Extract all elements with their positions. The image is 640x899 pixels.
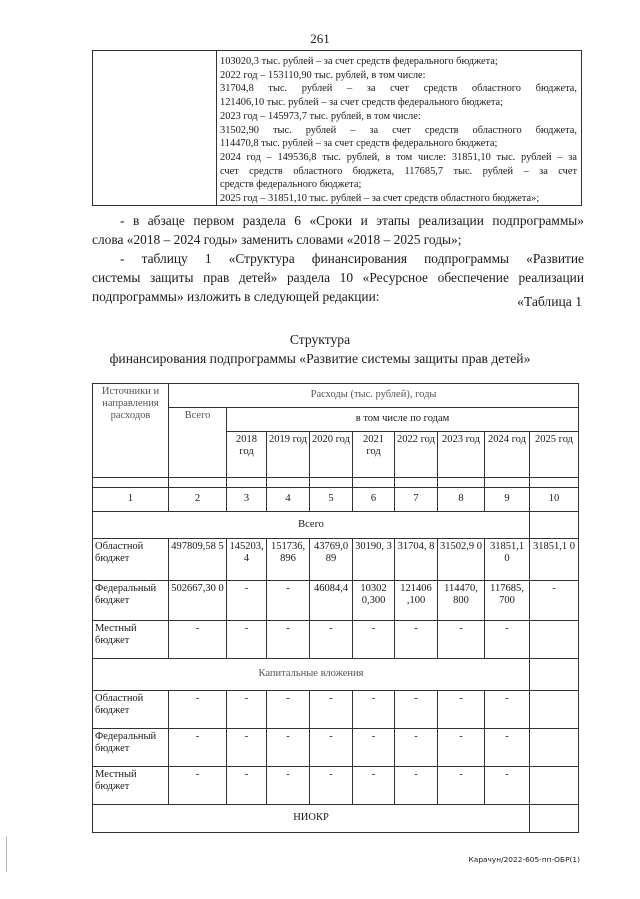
cell-value: - — [310, 729, 353, 767]
year-header: 2024 год — [485, 432, 530, 478]
section-row — [93, 805, 579, 833]
cell-value: - — [267, 729, 310, 767]
cell-value: 10302 0,300 — [353, 581, 395, 621]
scan-mark — [6, 836, 7, 872]
cell-value: - — [353, 691, 395, 729]
year-header: 2022 год — [395, 432, 438, 478]
column-number-row — [93, 488, 579, 512]
cell-value: - — [353, 621, 395, 659]
cell-value: 31851,1 0 — [530, 539, 579, 581]
data-row — [93, 767, 579, 805]
section-total-title: Всего — [93, 512, 530, 539]
spacer-cell — [169, 478, 227, 488]
column-number: 3 — [227, 488, 267, 512]
cell-value: - — [227, 729, 267, 767]
cell-value: 46084,4 — [310, 581, 353, 621]
continuation-table — [92, 50, 582, 206]
funding-line: счет средств областного бюджета, 117685,7 тыс. рублей – за счет — [220, 165, 577, 177]
cell-value: 145203, 4 — [227, 539, 267, 581]
empty-cell — [530, 659, 579, 691]
paragraph-line: системы защиты прав детей» раздела 10 «Ресурсное обеспечение реализации — [92, 270, 584, 285]
column-number: 5 — [310, 488, 353, 512]
empty-cell — [530, 805, 579, 833]
total-header: Всего — [169, 408, 227, 478]
cell-value: - — [395, 691, 438, 729]
data-row — [93, 581, 579, 621]
cell-value: - — [310, 691, 353, 729]
section-row — [93, 659, 579, 691]
cell-value: - — [227, 691, 267, 729]
cell-value: - — [395, 729, 438, 767]
funding-line: 31704,8 тыс. рублей – за счет средств областного бюджета, — [220, 83, 577, 95]
year-header: 2020 год — [310, 432, 353, 478]
funding-line: 2025 год – 31851,10 тыс. рублей – за счет средств областного бюджета»; — [220, 193, 540, 205]
funding-line: 114470,8 тыс. рублей – за счет средств федерального бюджета; — [220, 138, 498, 150]
spacer-cell — [395, 478, 438, 488]
year-header: 2019 год — [267, 432, 310, 478]
data-row — [93, 539, 579, 581]
column-number: 9 — [485, 488, 530, 512]
row-label: Областной бюджет — [93, 539, 169, 581]
table-divider — [216, 51, 217, 205]
spacer-row — [93, 478, 579, 488]
cell-value: - — [353, 729, 395, 767]
row-label: Местный бюджет — [93, 621, 169, 659]
structure-title — [0, 331, 640, 368]
cell-value: 31851,1 0 — [485, 539, 530, 581]
data-row — [93, 621, 579, 659]
cell-value: - — [169, 767, 227, 805]
header-row — [93, 384, 579, 408]
row-label: Областной бюджет — [93, 691, 169, 729]
sources-header: Источники и направления расходов — [93, 384, 169, 478]
cell-value — [530, 767, 579, 805]
cell-value: - — [395, 767, 438, 805]
column-number: 1 — [93, 488, 169, 512]
paragraph-1 — [120, 212, 584, 231]
funding-line: 2022 год – 153110,90 тыс. рублей, в том числе: — [220, 69, 426, 81]
column-number: 6 — [353, 488, 395, 512]
funding-line: 2023 год – 145973,7 тыс. рублей, в том числе: — [220, 110, 421, 122]
spacer-cell — [485, 478, 530, 488]
column-number: 10 — [530, 488, 579, 512]
cell-value: - — [267, 691, 310, 729]
cell-value: 114470, 800 — [438, 581, 485, 621]
cell-value: - — [169, 729, 227, 767]
spacer-cell — [438, 478, 485, 488]
cell-value: 43769,0 89 — [310, 539, 353, 581]
funding-line: средств федерального бюджета; — [220, 179, 362, 191]
cell-value: - — [438, 729, 485, 767]
paragraph-1-cont — [92, 231, 584, 250]
title-line: финансирования подпрограммы «Развитие системы защиты прав детей» — [109, 350, 531, 366]
cell-value: - — [485, 729, 530, 767]
column-number: 2 — [169, 488, 227, 512]
funding-lines — [220, 55, 577, 206]
cell-value: - — [438, 767, 485, 805]
cell-value: - — [267, 621, 310, 659]
cell-value — [530, 691, 579, 729]
year-header: 2018 год — [227, 432, 267, 478]
cell-value: - — [395, 621, 438, 659]
paragraph-2 — [120, 250, 584, 269]
cell-value: 151736, 896 — [267, 539, 310, 581]
year-header: 2023 год — [438, 432, 485, 478]
title-line: Структура — [289, 332, 351, 347]
funding-line: 103020,3 тыс. рублей – за счет средств федерального бюджета; — [220, 56, 498, 67]
cell-value — [530, 621, 579, 659]
cell-value: - — [485, 767, 530, 805]
data-row — [93, 691, 579, 729]
cell-value: - — [267, 581, 310, 621]
cell-value: 497809,58 5 — [169, 539, 227, 581]
cell-value: - — [485, 691, 530, 729]
cell-value: - — [485, 621, 530, 659]
cell-value: 31704, 8 — [395, 539, 438, 581]
cell-value: - — [267, 767, 310, 805]
cell-value: 117685, 700 — [485, 581, 530, 621]
cell-value: - — [353, 767, 395, 805]
paragraph-line: - в абзаце первом раздела 6 «Сроки и этапы реализации подпрограммы» — [120, 213, 584, 228]
funding-line: 2024 год – 149536,8 тыс. рублей, в том числе: 31851,10 тыс. рублей – за — [220, 151, 577, 163]
cell-value: - — [530, 581, 579, 621]
by-year-header: в том числе по годам — [227, 408, 579, 432]
cell-value: - — [438, 691, 485, 729]
row-label: Местный бюджет — [93, 767, 169, 805]
document-code: Карачун/2022-605-пп-ОБР(1) — [468, 855, 580, 864]
funding-line: 31502,90 тыс. рублей – за счет средств областного бюджета, — [220, 124, 577, 136]
row-label: Федеральный бюджет — [93, 729, 169, 767]
section-row — [93, 512, 579, 539]
paragraph-2-cont — [92, 269, 584, 306]
spacer-cell — [93, 478, 169, 488]
cell-value: - — [438, 621, 485, 659]
spacer-cell — [267, 478, 310, 488]
empty-cell — [530, 512, 579, 539]
spacer-cell — [227, 478, 267, 488]
cell-value: 502667,30 0 — [169, 581, 227, 621]
spacer-cell — [353, 478, 395, 488]
funding-line: 121406,10 тыс. рублей – за счет средств федерального бюджета; — [220, 97, 504, 109]
year-header: 2021 год — [353, 432, 395, 478]
cell-value: - — [169, 691, 227, 729]
cell-value: - — [227, 581, 267, 621]
spacer-cell — [530, 478, 579, 488]
cell-value: - — [310, 621, 353, 659]
data-row — [93, 729, 579, 767]
cell-value: - — [169, 621, 227, 659]
section-niokr-title: НИОКР — [93, 805, 530, 833]
cell-value: - — [227, 767, 267, 805]
paragraph-line: подпрограммы» изложить в следующей редакции: — [92, 288, 380, 304]
expenses-header: Расходы (тыс. рублей), годы — [169, 384, 579, 408]
paragraph-line: - таблицу 1 «Структура финансирования подпрограммы «Развитие — [120, 251, 584, 266]
table-label: «Таблица 1 — [517, 294, 582, 309]
column-number: 4 — [267, 488, 310, 512]
section-capital-title: Капитальные вложения — [93, 659, 530, 691]
column-number: 7 — [395, 488, 438, 512]
paragraph-line: слова «2018 – 2024 годы» заменить словами «2018 – 2025 годы»; — [92, 232, 462, 247]
cell-value: 30190, 3 — [353, 539, 395, 581]
cell-value: 121406 ,100 — [395, 581, 438, 621]
cell-value: - — [227, 621, 267, 659]
year-header: 2025 год — [530, 432, 579, 478]
cell-value: 31502,9 0 — [438, 539, 485, 581]
cell-value: - — [310, 767, 353, 805]
page-number: 261 — [310, 31, 330, 46]
column-number: 8 — [438, 488, 485, 512]
spacer-cell — [310, 478, 353, 488]
row-label: Федеральный бюджет — [93, 581, 169, 621]
financing-table — [92, 383, 579, 833]
cell-value — [530, 729, 579, 767]
